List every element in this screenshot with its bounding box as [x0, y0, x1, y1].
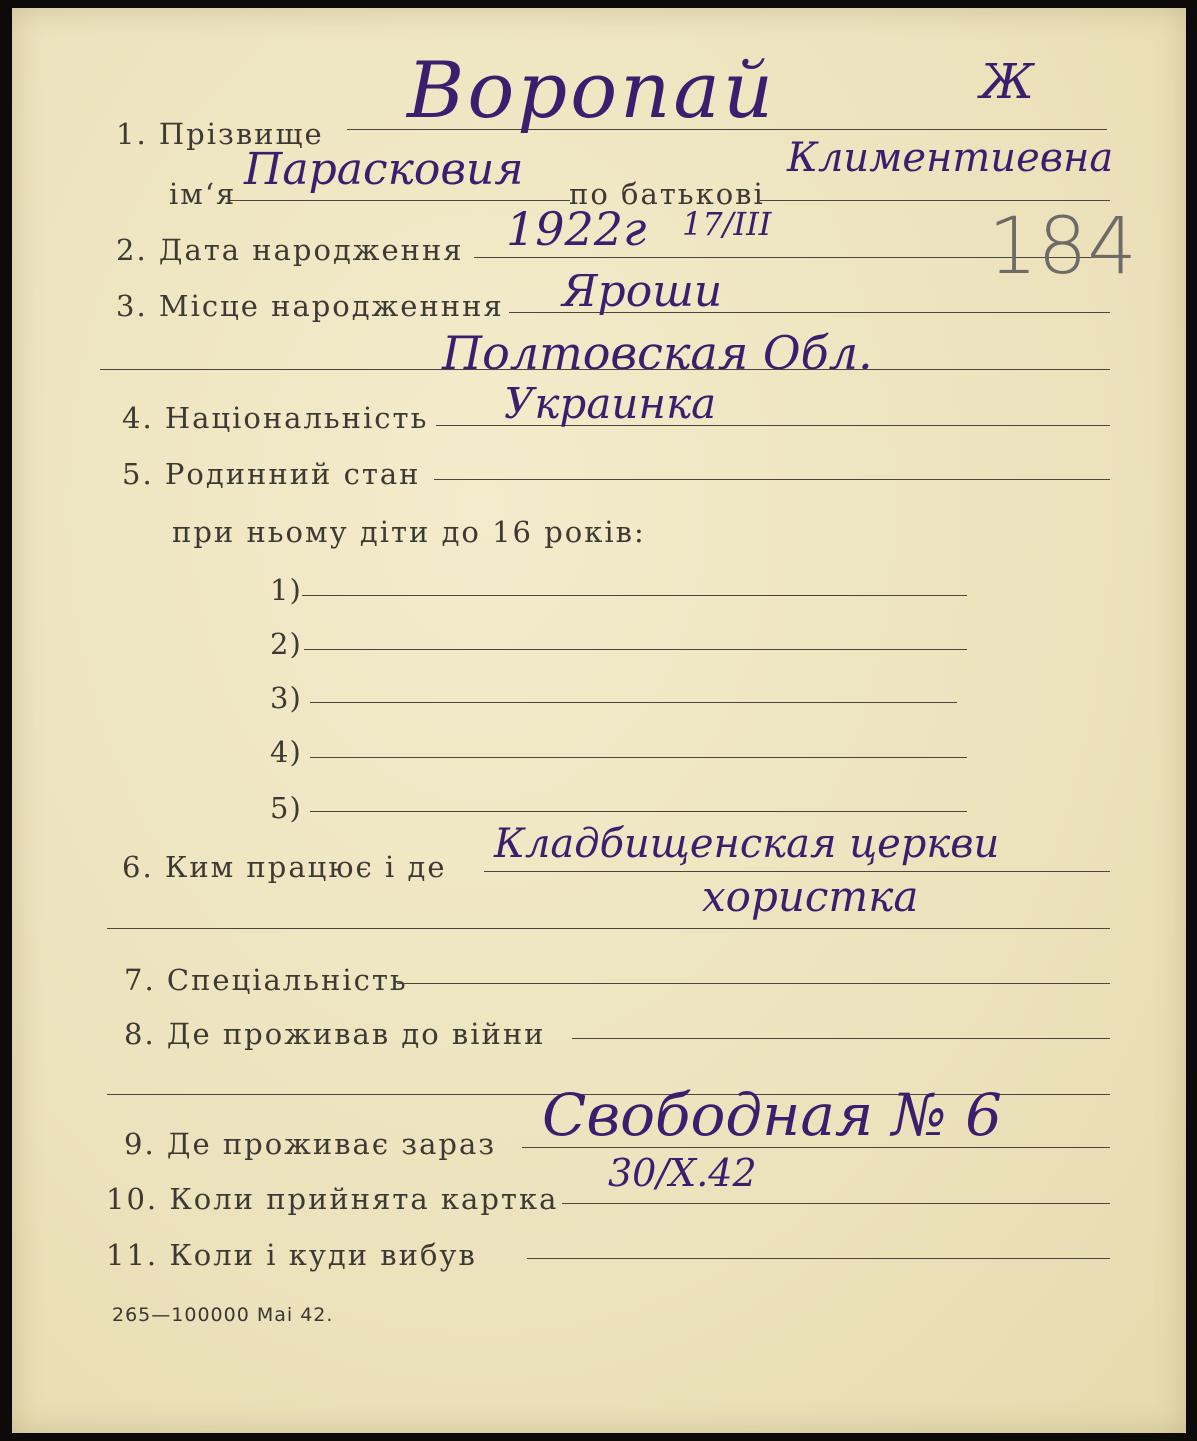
child-4-label: 4)	[270, 735, 302, 769]
patronymic-label: по батькові	[569, 177, 765, 211]
departed-line	[527, 1258, 1110, 1259]
child-1-line	[302, 595, 967, 596]
child-3-label: 3)	[270, 681, 302, 715]
birth-date-label: 2. Дата народження	[116, 233, 464, 267]
patronymic-line	[760, 200, 1110, 201]
pencil-number: 184	[988, 202, 1137, 292]
birth-place-value-2: Полтовская Обл.	[442, 326, 873, 380]
child-2-label: 2)	[270, 627, 302, 661]
prewar-residence-line	[572, 1038, 1110, 1039]
print-footer: 265—100000 Mai 42.	[112, 1304, 334, 1326]
name-line	[230, 200, 570, 201]
nationality-label: 4. Національність	[122, 401, 429, 435]
child-2-line	[304, 649, 967, 650]
specialty-line	[397, 983, 1110, 984]
prewar-residence-label: 8. Де проживав до війни	[124, 1017, 546, 1051]
surname-value: Воропай	[407, 46, 777, 136]
departed-label: 11. Коли і куди вибув	[106, 1238, 477, 1272]
birth-date-value: 1922г	[506, 202, 647, 256]
birth-place-line-2	[100, 369, 1110, 370]
marital-status-line	[434, 479, 1110, 480]
name-label: ім‘я	[169, 177, 237, 211]
surname-label: 1. Прізвище	[116, 117, 324, 151]
current-residence-label: 9. Де проживає зараз	[124, 1127, 497, 1161]
card-accepted-value: 30/Х.42	[608, 1151, 757, 1195]
name-value: Парасковия	[244, 144, 524, 195]
registration-card	[12, 8, 1186, 1433]
marital-status-label: 5. Родинний стан	[122, 457, 421, 491]
birth-date-day-value: 17/III	[682, 205, 772, 243]
patronymic-value: Климентиевна	[787, 135, 1114, 181]
card-accepted-label: 10. Коли прийнята картка	[106, 1182, 559, 1216]
child-5-label: 5)	[270, 791, 302, 825]
card-accepted-line	[562, 1203, 1110, 1204]
work-value-1: Кладбищенская церкви	[494, 821, 1000, 867]
children-label: при ньому діти до 16 років:	[172, 515, 646, 549]
child-3-line	[310, 702, 957, 703]
work-label: 6. Ким працює і де	[122, 850, 447, 884]
work-line-2	[107, 928, 1110, 929]
gender-mark: Ж	[980, 54, 1034, 110]
birth-place-value-1: Ярошu	[562, 266, 723, 317]
nationality-value: Украинка	[504, 379, 717, 428]
current-residence-value: Свободная № 6	[542, 1081, 1002, 1149]
child-1-label: 1)	[270, 573, 302, 607]
child-4-line	[310, 757, 967, 758]
specialty-label: 7. Спеціальність	[124, 963, 408, 997]
birth-place-label: 3. Місце народженння	[116, 289, 504, 323]
child-5-line	[310, 811, 967, 812]
work-value-2: хористка	[702, 872, 919, 921]
